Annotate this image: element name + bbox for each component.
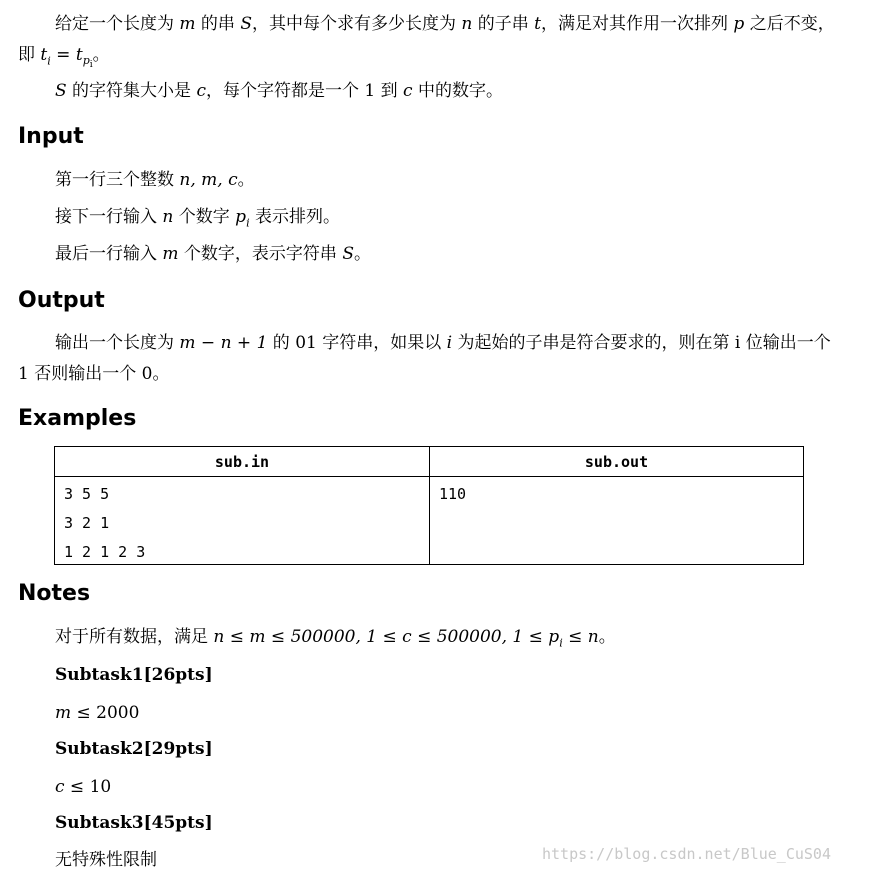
example-input-line: 1 2 1 2 3 xyxy=(64,543,146,561)
example-output-cell xyxy=(430,477,803,564)
charset-description: S 的字符集大小是 c，每个字符都是一个 1 到 c 中的数字。 xyxy=(55,81,503,101)
column-header-output: sub.out xyxy=(430,447,803,477)
example-input-cell xyxy=(55,477,430,564)
examples-heading: Examples xyxy=(18,406,137,431)
subtask1-title: Subtask1[26pts] xyxy=(55,665,213,685)
subtask2-title: Subtask2[29pts] xyxy=(55,739,213,759)
notes-heading: Notes xyxy=(18,581,91,606)
watermark-text: https://blog.csdn.net/Blue_CuS04 xyxy=(542,845,831,863)
problem-statement: 给定一个长度为 m 的串 S，其中每个求有多少长度为 n 的子串 t，满足对其作用一次排列 p 之后不变，即 $t_i = t_{p_i}$。 xyxy=(18,14,835,71)
subtask3-title: Subtask3[45pts] xyxy=(55,813,213,833)
output-description: 输出一个长度为 m − n + 1 的 01 字符串，如果以 i 为起始的子串是符合要求的，则在第 i 位输出一个 1 否则输出一个 0。 xyxy=(18,333,831,384)
column-header-input: sub.in xyxy=(55,447,430,477)
example-input-line: 3 2 1 xyxy=(64,514,110,532)
example-input-line: 3 5 5 xyxy=(64,485,110,503)
examples-table xyxy=(54,446,804,565)
input-line-2: 接下一行输入 n 个数字 $p_i$ 表示排列。 xyxy=(55,207,340,230)
subtask2-constraint: c ≤ 10 xyxy=(55,777,112,797)
input-line-1: 第一行三个整数 n, m, c。 xyxy=(55,170,255,190)
constraints-text: 对于所有数据，满足 n ≤ m ≤ 500000, 1 ≤ c ≤ 500000, $1 \le p_i \le n$。 xyxy=(55,627,616,650)
subtask1-constraint: m ≤ 2000 xyxy=(55,703,140,723)
subtask3-constraint: 无特殊性限制 xyxy=(55,850,157,870)
example-output-line: 110 xyxy=(439,485,467,503)
input-line-3: 最后一行输入 m 个数字，表示字符串 S。 xyxy=(55,244,371,264)
input-heading: Input xyxy=(18,124,84,149)
output-heading: Output xyxy=(18,288,105,313)
